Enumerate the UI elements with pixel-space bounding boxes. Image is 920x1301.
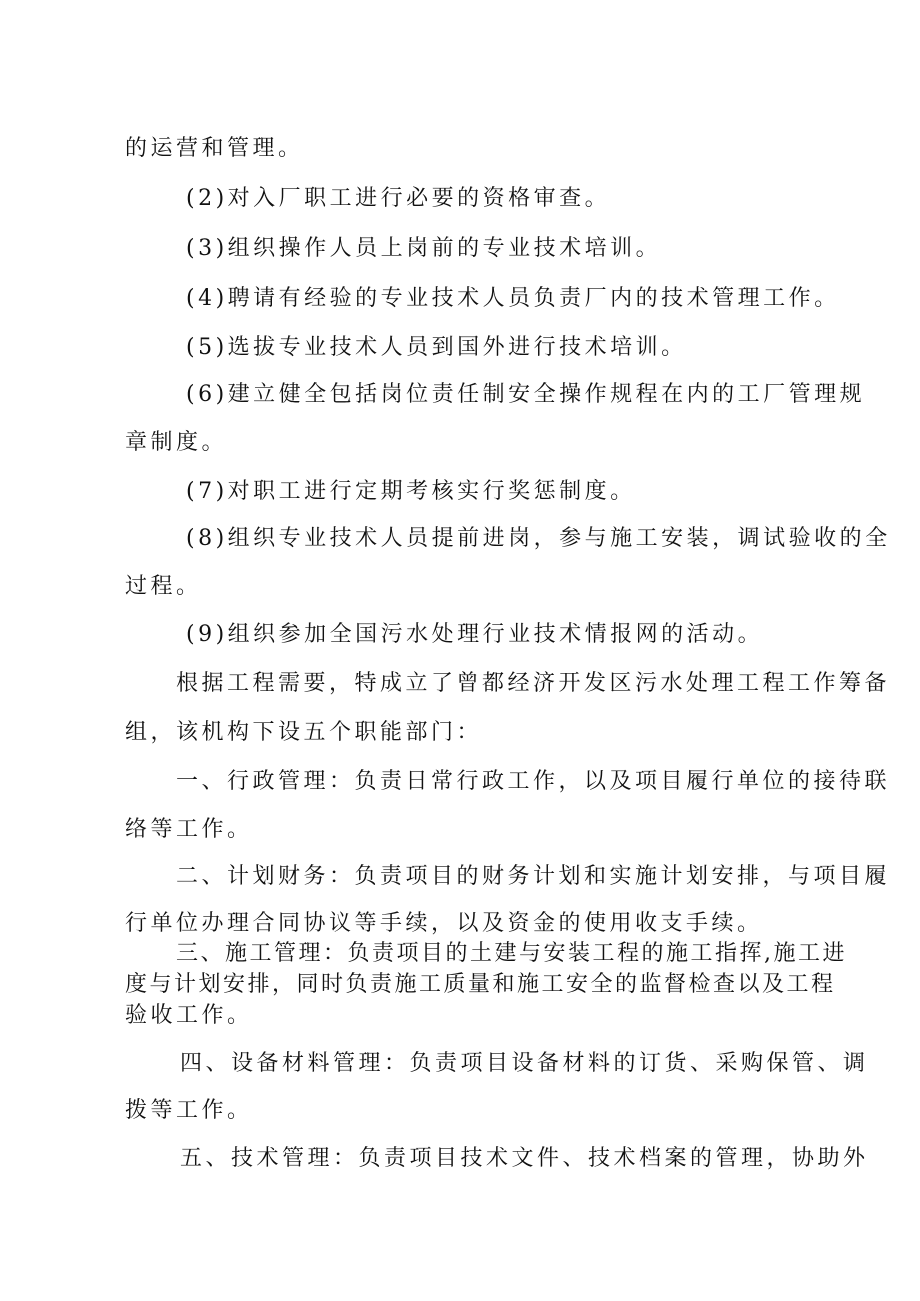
text-line-5: (5)选拔专业技术人员到国外进行技术培训。 — [186, 335, 687, 360]
text-line-10: 过程。 — [125, 574, 202, 599]
text-line-21: 四、设备材料管理：负责项目设备材料的订货、采购保管、调 — [180, 1051, 869, 1076]
text-line-20: 验收工作。 — [125, 1003, 253, 1028]
text-line-8: (7)对职工进行定期考核实行奖惩制度。 — [186, 479, 636, 504]
text-line-15: 络等工作。 — [125, 817, 253, 842]
text-line-11: (9)组织参加全国污水处理行业技术情报网的活动。 — [186, 622, 764, 647]
text-line-12: 根据工程需要，特成立了曾都经济开发区污水处理工程工作筹备 — [176, 671, 891, 696]
text-line-4: (4)聘请有经验的专业技术人员负责厂内的技术管理工作。 — [186, 286, 840, 311]
text-line-22: 拨等工作。 — [125, 1098, 253, 1123]
text-line-18: 三、施工管理：负责项目的土建与安装工程的施工指挥,施工进 — [176, 941, 847, 966]
text-line-14: 一、行政管理：负责日常行政工作，以及项目履行单位的接待联 — [176, 769, 891, 794]
text-line-19: 度与计划安排，同时负责施工质量和施工安全的监督检查以及工程 — [125, 972, 836, 997]
text-line-9: (8)组织专业技术人员提前进岗，参与施工安装，调试验收的全 — [186, 526, 891, 551]
text-line-1: 的运营和管理。 — [125, 136, 304, 161]
text-line-16: 二、计划财务：负责项目的财务计划和实施计划安排，与项目履 — [176, 864, 891, 889]
text-line-7: 章制度。 — [125, 430, 228, 455]
text-line-23: 五、技术管理：负责项目技术文件、技术档案的管理，协助外 — [180, 1146, 869, 1171]
text-line-13: 组，该机构下设五个职能部门： — [125, 720, 483, 745]
text-line-6: (6)建立健全包括岗位责任制安全操作规程在内的工厂管理规 — [186, 382, 866, 407]
text-line-3: (3)组织操作人员上岗前的专业技术培训。 — [186, 236, 662, 261]
text-line-2: (2)对入厂职工进行必要的资格审查。 — [186, 186, 611, 211]
text-line-17: 行单位办理合同协议等手续，以及资金的使用收支手续。 — [125, 911, 763, 936]
